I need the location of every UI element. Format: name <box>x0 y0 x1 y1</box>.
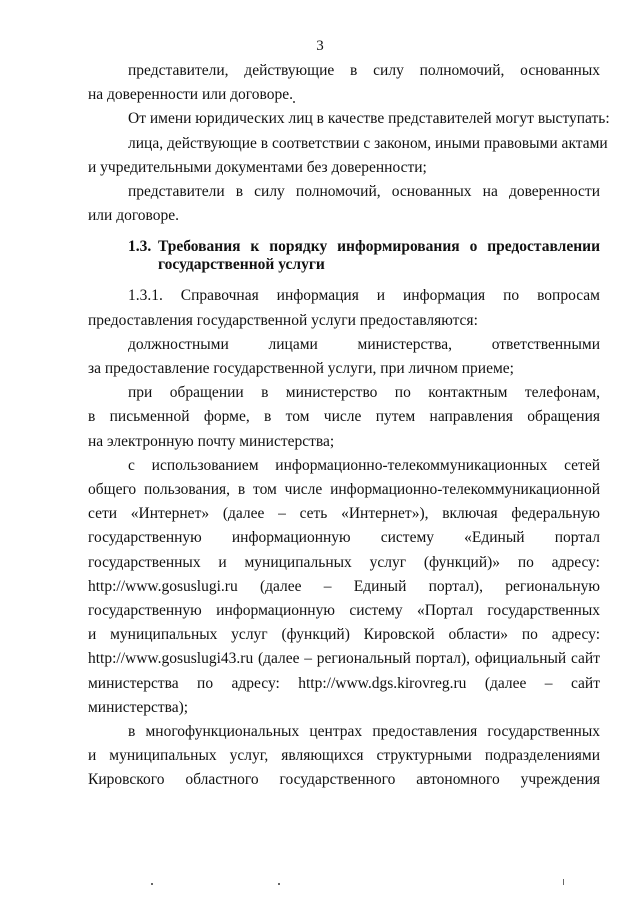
section-title-line: Требования к порядку информирования о предоставлении <box>158 238 600 256</box>
text-line: государственную информационную систему «Единый портал <box>88 529 600 547</box>
paragraph-legal-entities <box>88 107 610 131</box>
paragraph-officials <box>88 333 600 381</box>
text-line: сети «Интернет» (далее – сеть «Интернет»), включая федеральную <box>88 505 600 523</box>
text-line: на электронную почту министерства; <box>88 432 335 450</box>
text-line: министерства); <box>88 698 189 716</box>
paragraph-internet-portals <box>88 454 600 720</box>
paragraph-representatives-contract <box>88 59 600 107</box>
text-line: или договоре. <box>88 207 180 225</box>
text-line: 1.3.1. Справочная информация и информация по вопросам <box>128 287 600 305</box>
text-line: Кировского областного государственного автономного учреждения <box>88 771 600 789</box>
section-title-line: государственной услуги <box>158 256 325 274</box>
text-line: государственных и муниципальных услуг (функций)» по адресу: <box>88 553 600 571</box>
scan-speck <box>293 101 295 103</box>
scan-speck <box>563 879 564 885</box>
paragraph-mfc <box>88 720 600 793</box>
text-line: на доверенности или договоре. <box>88 86 293 104</box>
paragraph-reference-info <box>88 284 600 332</box>
text-line: предоставления государственной услуги предоставляются: <box>88 311 478 329</box>
scan-speck <box>278 883 280 885</box>
section-number: 1.3. <box>128 238 152 256</box>
text-line: за предоставление государственной услуги, при личном приеме; <box>88 360 514 378</box>
text-line: представители, действующие в силу полномочий, основанных <box>128 62 600 79</box>
text-line: общего пользования, в том числе информационно-телекоммуникационной <box>88 481 600 499</box>
text-line: государственную информационную систему «Портал государственных <box>88 602 600 620</box>
text-line: в многофункциональных центрах предоставления государственных <box>128 723 600 741</box>
section-heading <box>88 238 600 274</box>
text-line: лица, действующие в соответствии с законом, иными правовыми актами <box>128 134 608 152</box>
text-line: и учредительными документами без доверенности; <box>88 158 427 176</box>
text-line: при обращении в министерство по контактным телефонам, <box>128 384 600 402</box>
text-line: представители в силу полномочий, основанных на доверенности <box>128 183 600 201</box>
text-line: http://www.gosuslugi.ru (далее – Единый портал), региональную <box>88 577 600 595</box>
paragraph-contact-channels <box>88 381 600 454</box>
scan-speck <box>151 883 153 885</box>
paragraph-persons-by-law <box>88 132 608 180</box>
text-line: и муниципальных услуг, являющихся структурными подразделениями <box>88 747 600 765</box>
text-line: в письменной форме, в том числе путем направления обращения <box>88 408 600 426</box>
text-line: и муниципальных услуг (функций) Кировской области» по адресу: <box>88 626 600 644</box>
text-line: От имени юридических лиц в качестве представителей могут выступать: <box>128 110 610 128</box>
paragraph-representatives-power <box>88 180 600 228</box>
text-line: http://www.gosuslugi43.ru (далее – региональный портал), официальный сайт <box>88 650 600 668</box>
text-line: министерства по адресу: http://www.dgs.kirovreg.ru (далее – сайт <box>88 674 600 692</box>
document-body <box>88 59 610 793</box>
text-line: должностными лицами министерства, ответственными <box>128 335 600 353</box>
text-line: с использованием информационно-телекоммуникационных сетей <box>128 456 600 474</box>
page-number: 3 <box>316 38 324 54</box>
